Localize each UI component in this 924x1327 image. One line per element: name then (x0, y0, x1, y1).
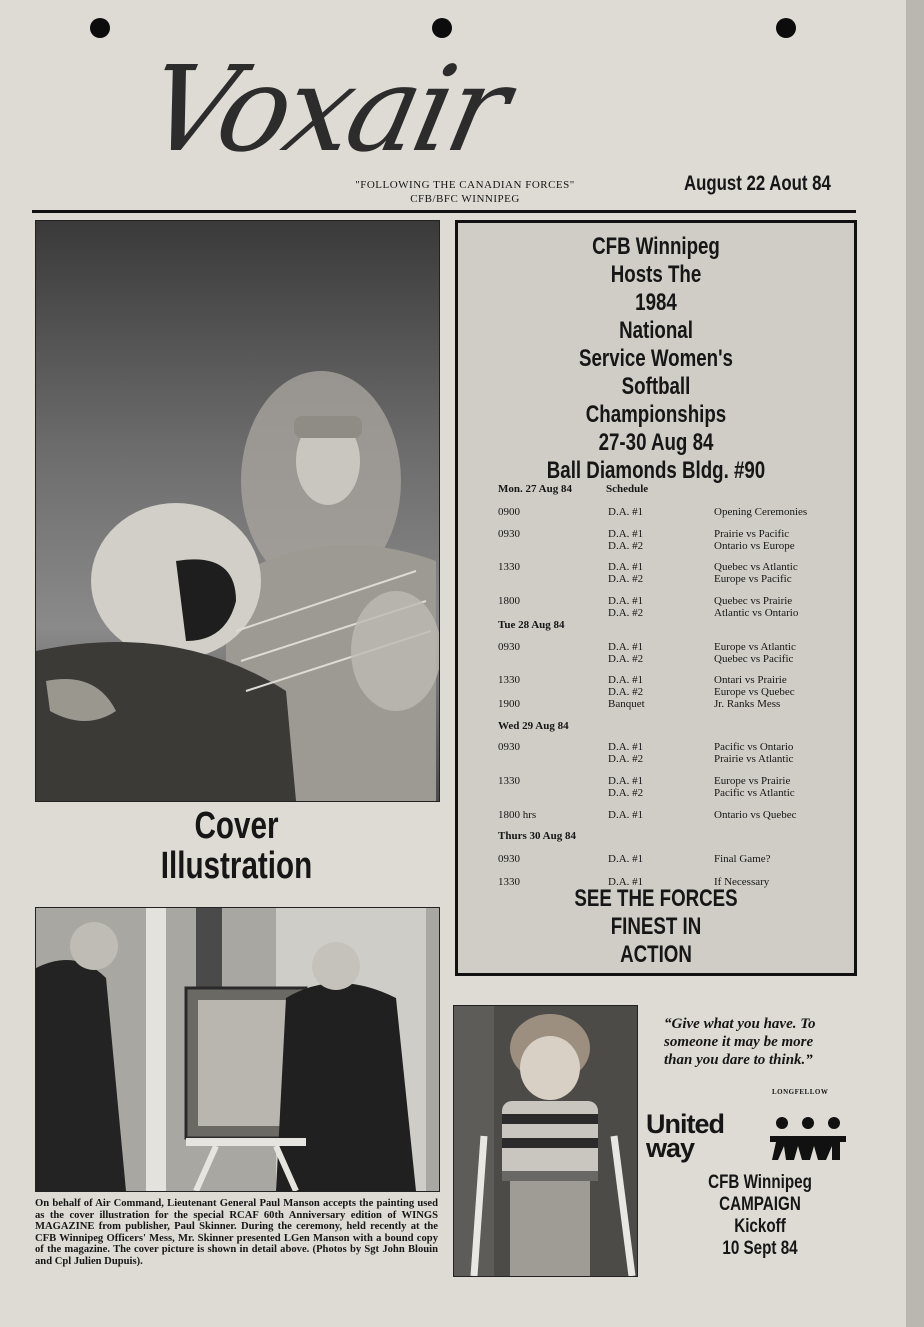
game-time: 1330 (498, 674, 520, 686)
headline-line: 1984 (635, 289, 677, 316)
game-diamond: D.A. #1 (608, 809, 644, 821)
ceremony-caption: On behalf of Air Command, Lieutenant General Paul Manson accepts the painting used as the cover illustration for the special RCAF 60th Anniversary edition of WINGS MAGAZINE from publisher, Paul Skinner. During the ceremony, held recently at the CFB Winnipeg Officers' Mess, Mr. Skinner presented LGen Manson with a bound copy of the magazine. The cover picture is shown in detail above. (Photos by Sgt John Blouin and Cpl Julien Dupuis). (35, 1198, 438, 1267)
game-match: Pacific vs Atlantic (714, 787, 795, 799)
united-way-people-icon (770, 1116, 846, 1160)
game-diamond: D.A. #2 (608, 540, 644, 552)
game-time: 0900 (498, 506, 520, 518)
game-match: Quebec vs Pacific (714, 653, 794, 665)
game-diamond: D.A. #1 (608, 506, 644, 518)
punch-hole (432, 18, 452, 38)
masthead-rule (32, 210, 856, 213)
headline-line: Illustration (160, 845, 313, 887)
game-diamond: D.A. #2 (608, 653, 644, 665)
game-match: Europe vs Atlantic (714, 641, 796, 653)
headline-line: Ball Diamonds Bldg. #90 (546, 457, 766, 484)
game-diamond: D.A. #1 (608, 674, 644, 686)
game-time: 1800 hrs (498, 809, 537, 821)
game-time: 0930 (498, 528, 520, 540)
headline-line: Hosts The (610, 261, 702, 288)
cover-painting-illustration (36, 221, 439, 801)
headline-line: National (619, 317, 693, 344)
softball-schedule-box (455, 220, 857, 976)
schedule-footer (458, 885, 854, 969)
game-diamond: Banquet (608, 698, 645, 710)
game-diamond: D.A. #1 (608, 561, 644, 573)
game-diamond: D.A. #1 (608, 775, 644, 787)
headline-line: Cover (194, 805, 279, 847)
day-label: Mon. 27 Aug 84 (498, 483, 572, 495)
game-time: 1330 (498, 876, 520, 888)
game-time: 1900 (498, 698, 520, 710)
game-diamond: D.A. #1 (608, 741, 644, 753)
game-match: Europe vs Prairie (714, 775, 791, 787)
motto-line: "FOLLOWING THE CANADIAN FORCES" (355, 179, 575, 191)
headline-line: Championships (585, 401, 727, 428)
day-heading (498, 720, 569, 732)
game-diamond: D.A. #2 (608, 686, 644, 698)
day-label: Thurs 30 Aug 84 (498, 830, 576, 842)
page-edge (906, 0, 924, 1327)
day-label: Wed 29 Aug 84 (498, 720, 569, 732)
game-time: 1330 (498, 561, 520, 573)
day-sublabel: Schedule (606, 483, 649, 495)
ceremony-scene (36, 908, 439, 1191)
longfellow-quote: “Give what you have. To someone it may be more than you dare to think.” (664, 1016, 816, 1068)
headline-line: Service Women's (579, 345, 733, 372)
game-match: Ontario vs Quebec (714, 809, 797, 821)
motto-line: CFB/BFC WINNIPEG (410, 193, 520, 205)
game-diamond: D.A. #1 (608, 528, 644, 540)
cover-painting-photo (35, 220, 440, 802)
game-time: 0930 (498, 741, 520, 753)
masthead-logo: Voxair (135, 40, 518, 178)
punch-hole (776, 18, 796, 38)
headline-line: 27-30 Aug 84 (598, 429, 714, 456)
footer-line: FINEST IN (610, 913, 702, 940)
game-match: If Necessary (714, 876, 770, 888)
game-diamond: D.A. #1 (608, 876, 644, 888)
footer-line: SEE THE FORCES (574, 885, 738, 912)
game-time: 0930 (498, 853, 520, 865)
headline-line: Softball (621, 373, 691, 400)
game-match: Europe vs Pacific (714, 573, 792, 585)
campaign-line: 10 Sept 84 (722, 1238, 798, 1259)
game-diamond: D.A. #2 (608, 573, 644, 585)
campaign-kickoff (670, 1172, 850, 1260)
united-way-logo-text: way (646, 1133, 695, 1163)
campaign-line: CFB Winnipeg (708, 1172, 812, 1193)
issue-date: August 22 Aout 84 (684, 172, 831, 195)
campaign-line: Kickoff (734, 1216, 786, 1237)
game-diamond: D.A. #1 (608, 853, 644, 865)
united-way-child-photo (453, 1005, 638, 1277)
punch-hole (90, 18, 110, 38)
game-diamond: D.A. #2 (608, 607, 644, 619)
masthead-motto (300, 178, 630, 206)
quote-source: LONGFELLOW (772, 1088, 829, 1096)
united-way-logo (646, 1109, 724, 1163)
cover-illustration-headline (79, 806, 393, 886)
game-match: Ontario vs Europe (714, 540, 795, 552)
game-time: 1330 (498, 775, 520, 787)
game-match: Prairie vs Atlantic (714, 753, 794, 765)
game-match: Atlantic vs Ontario (714, 607, 799, 619)
game-diamond: D.A. #2 (608, 753, 644, 765)
game-diamond: D.A. #2 (608, 787, 644, 799)
schedule-headline (458, 233, 854, 485)
headline-line: CFB Winnipeg (592, 233, 720, 260)
game-match: Ontari vs Prairie (714, 674, 787, 686)
footer-line: ACTION (620, 941, 692, 968)
campaign-line: CAMPAIGN (719, 1194, 801, 1215)
united-way-logo-text: United (646, 1109, 724, 1139)
day-heading (498, 619, 565, 631)
game-match: Jr. Ranks Mess (714, 698, 781, 710)
day-heading (498, 483, 649, 495)
ceremony-photo (35, 907, 440, 1192)
game-match: Europe vs Quebec (714, 686, 795, 698)
day-label: Tue 28 Aug 84 (498, 619, 565, 631)
game-diamond: D.A. #1 (608, 641, 644, 653)
game-match: Quebec vs Prairie (714, 595, 793, 607)
game-match: Prairie vs Pacific (714, 528, 790, 540)
game-match: Final Game? (714, 853, 771, 865)
child-on-crutches (454, 1006, 637, 1276)
game-match: Pacific vs Ontario (714, 741, 794, 753)
game-time: 0930 (498, 641, 520, 653)
game-time: 1800 (498, 595, 520, 607)
day-heading (498, 830, 576, 842)
game-diamond: D.A. #1 (608, 595, 644, 607)
game-match: Opening Ceremonies (714, 506, 808, 518)
game-match: Quebec vs Atlantic (714, 561, 798, 573)
